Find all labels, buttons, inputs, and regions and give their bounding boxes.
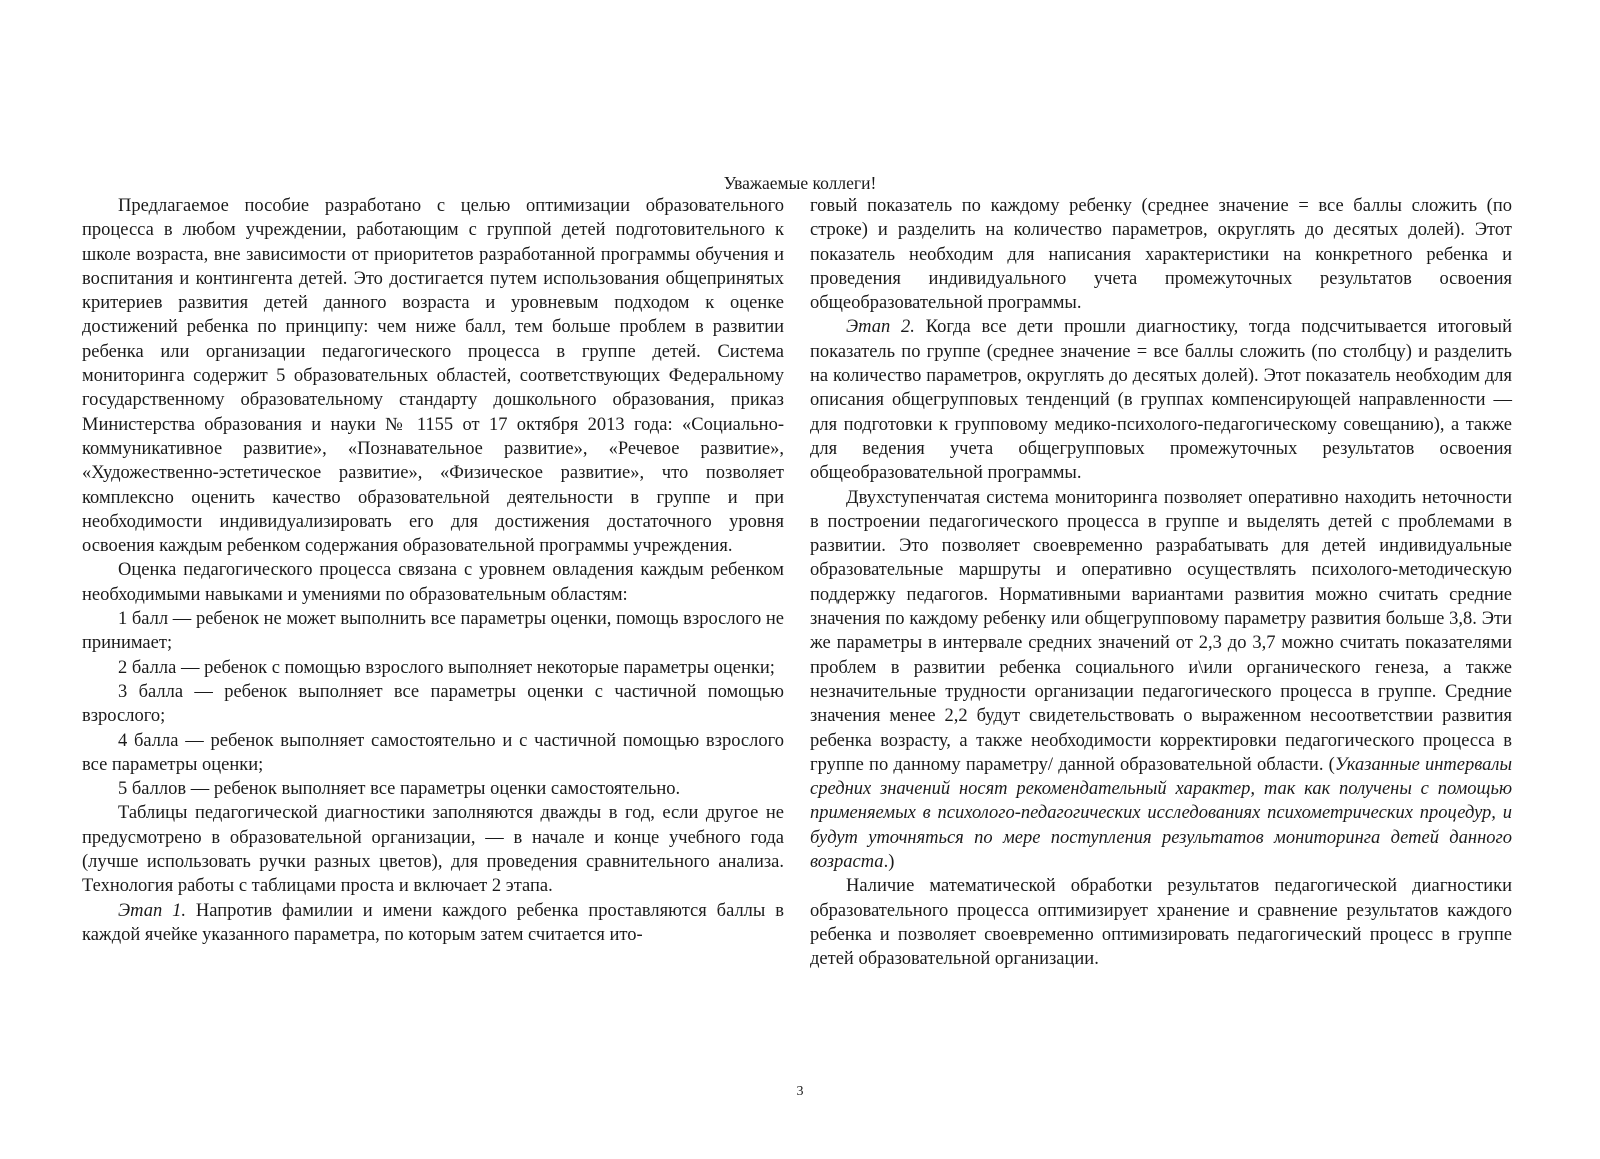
stage-2-label: Этап 2.: [846, 317, 915, 338]
right-column: [810, 194, 1512, 972]
stage-1-text: Напротив фамилии и имени каждого ребенка проставляются баллы в каждой ячейке указанного параметра, по которым затем считается ито-: [82, 900, 784, 945]
score-1-item: 1 балл — ребенок не может выполнить все параметры оценки, помощь взрослого не принимает;: [82, 609, 784, 654]
stage-2-text: Когда все дети прошли диагностику, тогда подсчитывается итоговый показатель по группе (среднее значение = все баллы сложить (по столбцу) и разделить на количество параметров, округлять до десятых долей). Этот показатель необходим для описания общегрупповых тенденций (в группах компенсирующей направленности — для подготовки к групповому медико-психолого-педагогическому совещанию), а также для ведения учета общегрупповых промежуточных результатов освоения общеобразовательной программы.: [810, 317, 1513, 484]
monitoring-close: .): [883, 852, 895, 873]
stage-1-label: Этап 1.: [118, 900, 186, 921]
stage-2-paragraph: [810, 315, 1512, 485]
score-2-item: 2 балла — ребенок с помощью взрослого выполняет некоторые параметры оценки;: [118, 657, 775, 678]
monitoring-italic-note: Указанные интервалы средних значений носят рекомендательный характер, так как получены с помощью применяемых в психолого-педагогических исследованиях психометрических процедур, и будут уточняться по мере поступления результатов мониторинга детей данного возраста: [810, 754, 1512, 873]
monitoring-paragraph: [810, 486, 1512, 875]
stage-1-continuation: говый показатель по каждому ребенку (среднее значение = все баллы сложить (по строке) и разделить на количество параметров, округлять до десятых долей). Этот показатель необходим для написания характеристики на конкретного ребенка и проведения индивидуального учета промежуточных результатов освоения общеобразовательной программы.: [810, 196, 1512, 314]
conclusion-paragraph: Наличие математической обработки результатов педагогической диагностики образовательного процесса оптимизирует хранение и сравнение результатов каждого ребенка и позволяет своевременно оптимизировать педагогический процесс в группе детей образовательной организации.: [810, 876, 1512, 970]
monitoring-text: Двухступенчатая система мониторинга позволяет оперативно находить неточности в построении педагогического процесса в группе и выделять детей с проблемами в развитии. Это позволяет своевременно разрабатывать для детей индивидуальные образовательные маршруты и оперативно осуществлять психолого-методическую поддержку педагогов. Нормативными вариантами развития можно считать средние значения по каждому ребенку или общегрупповому параметру развития больше 3,8. Эти же параметры в интервале средних значений от 2,3 до 3,7 можно считать показателями проблем в развитии ребенка социального и\или органического генеза, а также незначительные трудности организации педагогического процесса в группе. Средние значения менее 2,2 будут свидетельствовать о выраженном несоответствии развития ребенка возрасту, а также необходимости корректировки педагогического процесса в группе по данному параметру/ данной образовательной области. (: [810, 487, 1512, 775]
page-heading: Уважаемые коллеги!: [723, 173, 877, 193]
stage-1-paragraph: [82, 899, 784, 948]
tables-paragraph: Таблицы педагогической диагностики заполняются дважды в год, если другое не предусмотрено в образовательной организации, — в начале и конце учебного года (лучше использовать ручки разных цветов), для проведения сравнительного анализа. Технология работы с таблицами проста и включает 2 этапа.: [82, 803, 784, 897]
score-3-item: 3 балла — ребенок выполняет все параметры оценки с частичной помощью взрослого;: [82, 681, 784, 727]
intro-paragraph: Предлагаемое пособие разработано с целью оптимизации образовательного процесса в любом учреждении, работающим с группой детей подготовительного к школе возраста, вне зависимости от приоритетов разработанной программы обучения и воспитания и контингента детей. Это достигается путем использования общепринятых критериев развития детей данного возраста и уровневым подходом к оценке достижений ребенка по принципу: чем ниже балл, тем больше проблем в развитии ребенка или организации педагогического процесса в группе детей. Система мониторинга содержит 5 образовательных областей, соответствующих Федеральному государственному образовательному стандарту дошкольного образования, приказ Министерства образования и науки № 1155 от 17 октября 2013 года: «Социально-коммуникативное развитие», «Познавательное развитие», «Речевое развитие», «Художественно-эстетическое развитие», «Физическое развитие», что позволяет комплексно оценить качество образовательной деятельности в группе и при необходимости индивидуализировать его для достижения достаточного уровня освоения каждым ребенком содержания образовательной программы учреждения.: [82, 196, 784, 557]
assessment-paragraph: Оценка педагогического процесса связана с уровнем овладения каждым ребенком необходимыми навыками и умениями по образовательным областям:: [82, 560, 784, 605]
score-5-item: 5 баллов — ребенок выполняет все параметры оценки самостоятельно.: [118, 779, 681, 800]
left-column: [82, 194, 784, 947]
page-number: 3: [796, 1084, 804, 1099]
score-4-item: 4 балла — ребенок выполняет самостоятельно и с частичной помощью взрослого все параметры оценки;: [82, 730, 784, 775]
